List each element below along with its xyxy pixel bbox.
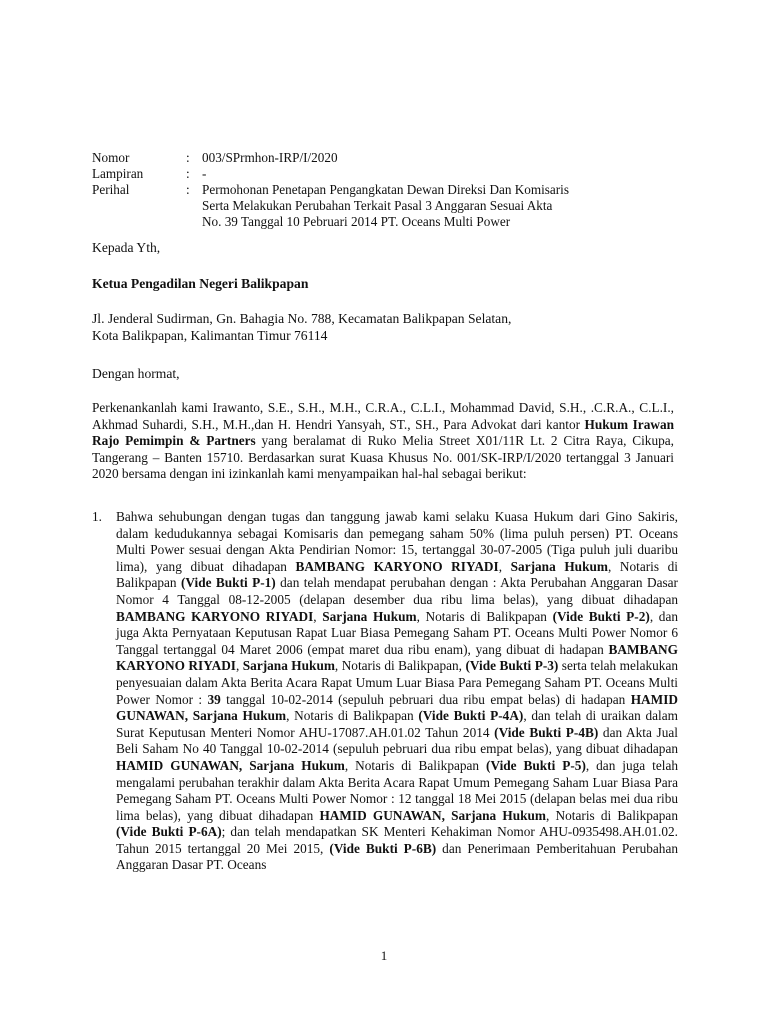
item-1-text: , dan juga telah mengalami perubahan terakhir dalam Akta Berita Acara Rapat Umum Pemegang Saham Luar Biasa Para Pemegang Saham PT. Oceans Multi Power Nomor : 12 tanggal 18 Mei 2015 (delapan belas mei dua ribu lima belas), yang dibuat dihadapan [116, 757, 678, 823]
item-1-bold-text: BAMBANG KARYONO RIYADI [116, 641, 678, 674]
item-1-text: , Notaris di Balikpapan [344, 757, 487, 773]
item-1-bold-text: HAMID GUNAWAN, Sarjana Hukum [319, 807, 547, 823]
kepada-yth: Kepada Yth, [92, 240, 161, 255]
item-1-bold-text: (Vide Bukti P-5) [486, 757, 586, 773]
item-1-text: dan Akta Jual Beli Saham No 40 Tanggal 10-02-2014 (sepuluh pebruari dua ribu empat belas), yang dibuat dihadapan [116, 724, 678, 757]
perihal-line-3: No. 39 Tanggal 10 Pebruari 2014 PT. Oceans Multi Power [202, 214, 511, 229]
item-1-text: tanggal 10-02-2014 (sepuluh pebruari dua ribu empat belas) di hadapan [220, 691, 631, 707]
item-1-text: , dan juga Akta Pernyataan Keputusan Rapat Luar Biasa Pemegang Saham PT. Oceans Multi Power Nomor 6 Tanggal tertanggal 04 Maret 2006 (empat maret dua ribu enam), yang dibuat di hadapan [116, 608, 678, 657]
item-1-bold-text: (Vide Bukti P-2) [552, 608, 650, 624]
item-1-bold-text: (Vide Bukti P-3) [465, 658, 559, 674]
item-1-text: , Notaris di Balikpapan [116, 558, 678, 591]
nomor-value: 003/SPrmhon-IRP/I/2020 [202, 150, 338, 165]
item-1-bold-text: BAMBANG KARYONO RIYADI [295, 558, 499, 574]
intro-text-2: yang beralamat di Ruko Melia Street X01/11R Lt. 2 Citra Raya, Cikupa, Tangerang – Banten 15710. Berdasarkan surat Kuasa Khusus No. 001/SK-IRP/I/2020 tertanggal 3 Januari 2020 bersama dengan ini izinkanlah kami menyampaikan hal-hal sebagai berikut: [92, 433, 674, 482]
item-1-text: , Notaris di Balikpapan [416, 608, 553, 624]
lampiran-label: Lampiran [92, 166, 144, 181]
item-1-text: , [498, 558, 511, 574]
item-1-text: dan Penerimaan Pemberitahuan Perubahan Anggaran Dasar PT. Oceans [116, 840, 678, 873]
item-1-bold-text: Sarjana Hukum [322, 608, 417, 624]
perihal-line-1: Permohonan Penetapan Pengangkatan Dewan Direksi Dan Komisaris [202, 182, 569, 197]
lampiran-value: - [202, 166, 207, 181]
item-1-text: , Notaris di Balikpapan, [334, 658, 466, 674]
item-1-bold-text: 39 [207, 691, 221, 707]
intro-paragraph [92, 400, 674, 483]
perihal-colon: : [186, 182, 190, 197]
greeting: Dengan hormat, [92, 366, 180, 381]
item-1-text: , dan telah di uraikan dalam Surat Keputusan Menteri Nomor AHU-17087.AH.01.02 Tahun 2014 [116, 708, 678, 740]
page-number: 1 [380, 948, 388, 963]
perihal-label: Perihal [92, 182, 130, 197]
lampiran-colon: : [186, 166, 190, 181]
address-line-2: Kota Balikpapan, Kalimantan Timur 76114 [92, 328, 328, 343]
item-1-bold-text: HAMID GUNAWAN, Sarjana Hukum [116, 757, 345, 773]
item-1-text: , Notaris di Balikpapan [546, 807, 678, 823]
nomor-colon: : [186, 150, 190, 165]
address-line-1: Jl. Jenderal Sudirman, Gn. Bahagia No. 788, Kecamatan Balikpapan Selatan, [92, 311, 512, 326]
perihal-line-2: Serta Melakukan Perubahan Terkait Pasal 3 Anggaran Sesuai Akta [202, 198, 553, 213]
recipient-name: Ketua Pengadilan Negeri Balikpapan [92, 276, 309, 291]
item-1-text: ; dan telah mendapatkan SK Menteri Kehakiman Nomor AHU-0935498.AH.01.02. Tahun 2015 tertanggal 20 Mei 2015, [116, 824, 678, 856]
item-number: 1. [92, 509, 102, 524]
item-1-bold-text: (Vide Bukti P-6B) [329, 840, 437, 856]
item-1-bold-text: HAMID GUNAWAN, Sarjana Hukum [116, 691, 678, 724]
item-1-bold-text: (Vide Bukti P-4A) [418, 708, 524, 724]
item-1-text: Bahwa sehubungan dengan tugas dan tanggung jawab kami selaku Kuasa Hukum dari Gino Sakiris, dalam kedudukannya sebagai Komisaris dan pemegang saham 50% (lima puluh persen) PT. Oceans Multi Power sesuai dengan Akta Pendirian Nomor: 15, tertanggal 30-07-2005 (Tiga puluh juli duaribu lima), yang dibuat dihadapan [116, 509, 678, 574]
item-1-bold-text: Sarjana Hukum [242, 658, 335, 674]
item-1-text: , Notaris di Balikpapan [286, 708, 419, 724]
item-1-text: dan telah mendapat perubahan dengan : Akta Perubahan Anggaran Dasar Nomor 4 Tanggal 08-12-2005 (delapan desember dua ribu lima belas), yang dibuat dihadapan [116, 575, 678, 607]
nomor-label: Nomor [92, 150, 130, 165]
item-1-bold-text: BAMBANG KARYONO RIYADI [116, 608, 314, 624]
item-1-text: , [235, 658, 243, 674]
item-1-bold-text: (Vide Bukti P-4B) [494, 724, 599, 740]
letter-header [92, 150, 712, 230]
item-1-bold-text: Sarjana Hukum [510, 558, 608, 574]
item-1-text: serta telah melakukan penyesuaian dalam Akta Berita Acara Rapat Umum Luar Biasa Para Pemegang Saham PT. Oceans Multi Power Nomor : [116, 658, 679, 707]
intro-text-1: Perkenankanlah kami Irawanto, S.E., S.H., M.H., C.R.A., C.L.I., Mohammad David, S.H., .C.R.A., C.L.I., Akhmad Suhardi, S.H., M.H.,dan H. Hendri Yansyah, ST., SH., Para Advokat dari kantor [92, 400, 674, 432]
item-1-bold-text: (Vide Bukti P-6A) [116, 824, 222, 840]
item-1-bold-text: (Vide Bukti P-1) [180, 575, 276, 591]
item-1-text: , [313, 608, 323, 624]
item-1-paragraph [116, 509, 678, 874]
law-firm-name: Hukum Irawan Rajo Pemimpin & Partners [92, 416, 674, 449]
